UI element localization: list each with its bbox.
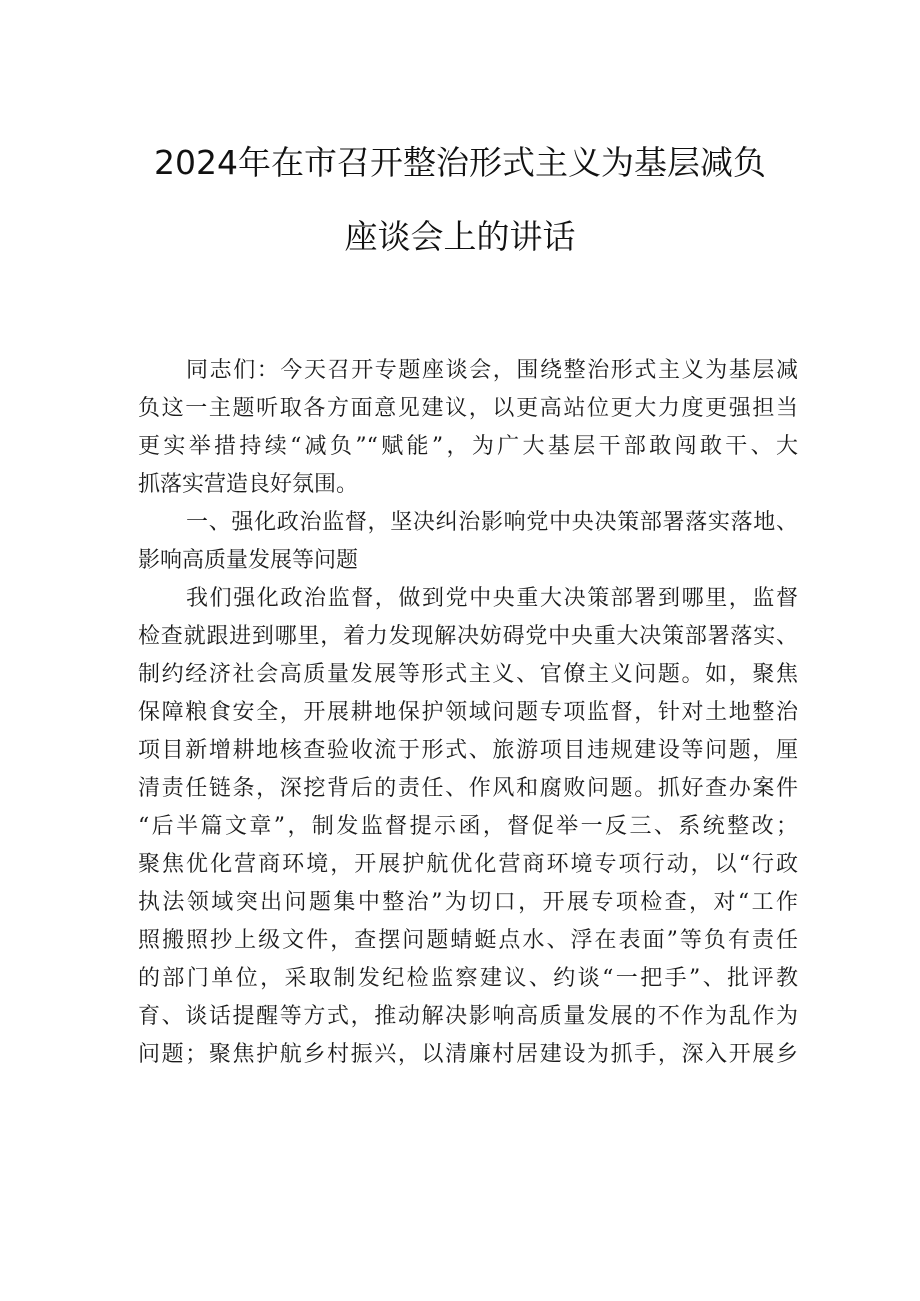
paragraph-1-line-4: 抓落实营造良好氛围。 — [138, 472, 359, 497]
paragraph-2-line-7: “后半篇文章”，制发监督提示函，督促举一反三、系统整改； — [138, 814, 798, 839]
paragraph-2-line-10: 照搬照抄上级文件，查摆问题蜻蜓点水、浮在表面”等负有责任 — [138, 928, 798, 953]
paragraph-2-line-12: 育、谈话提醒等方式，推动解决影响高质量发展的不作为乱作为 — [138, 1004, 798, 1029]
section-heading-1-line-1: 一、强化政治监督，坚决纠治影响党中央决策部署落实落地、 — [186, 510, 798, 535]
paragraph-2-line-11: 的部门单位，采取制发纪检监察建议、约谈“一把手”、批评教 — [138, 966, 798, 991]
paragraph-2-line-4: 保障粮食安全，开展耕地保护领域问题专项监督，针对土地整治 — [138, 700, 798, 725]
paragraph-2-line-9: 执法领域突出问题集中整治”为切口，开展专项检查，对“工作 — [138, 890, 798, 915]
paragraph-2-line-13: 问题；聚焦护航乡村振兴，以清廉村居建设为抓手，深入开展乡 — [138, 1042, 798, 1067]
document-body — [138, 352, 798, 1074]
paragraph-2-line-3: 制约经济社会高质量发展等形式主义、官僚主义问题。如，聚焦 — [138, 662, 798, 687]
section-heading-1-line-2: 影响高质量发展等问题 — [138, 548, 359, 573]
paragraph-2-line-8: 聚焦优化营商环境，开展护航优化营商环境专项行动，以“行政 — [138, 852, 798, 877]
paragraph-2-line-1: 我们强化政治监督，做到党中央重大决策部署到哪里，监督 — [186, 586, 798, 611]
paragraph-1-line-1: 同志们：今天召开专题座谈会，围绕整治形式主义为基层减 — [186, 358, 798, 383]
paragraph-1-line-3: 更实举措持续“减负”“赋能”，为广大基层干部敢闯敢干、大 — [138, 434, 798, 459]
paragraph-2-line-6: 清责任链条，深挖背后的责任、作风和腐败问题。抓好查办案件 — [138, 776, 798, 801]
document-title-line-2: 座谈会上的讲话 — [344, 217, 576, 256]
document-title-line-1: 2024年在市召开整治形式主义为基层减负 — [154, 143, 766, 182]
paragraph-2-line-2: 检查就跟进到哪里，着力发现解决妨碍党中央重大决策部署落实、 — [138, 624, 798, 649]
paragraph-2-line-5: 项目新增耕地核查验收流于形式、旅游项目违规建设等问题，厘 — [138, 738, 798, 763]
paragraph-1-line-2: 负这一主题听取各方面意见建议，以更高站位更大力度更强担当 — [138, 396, 798, 421]
